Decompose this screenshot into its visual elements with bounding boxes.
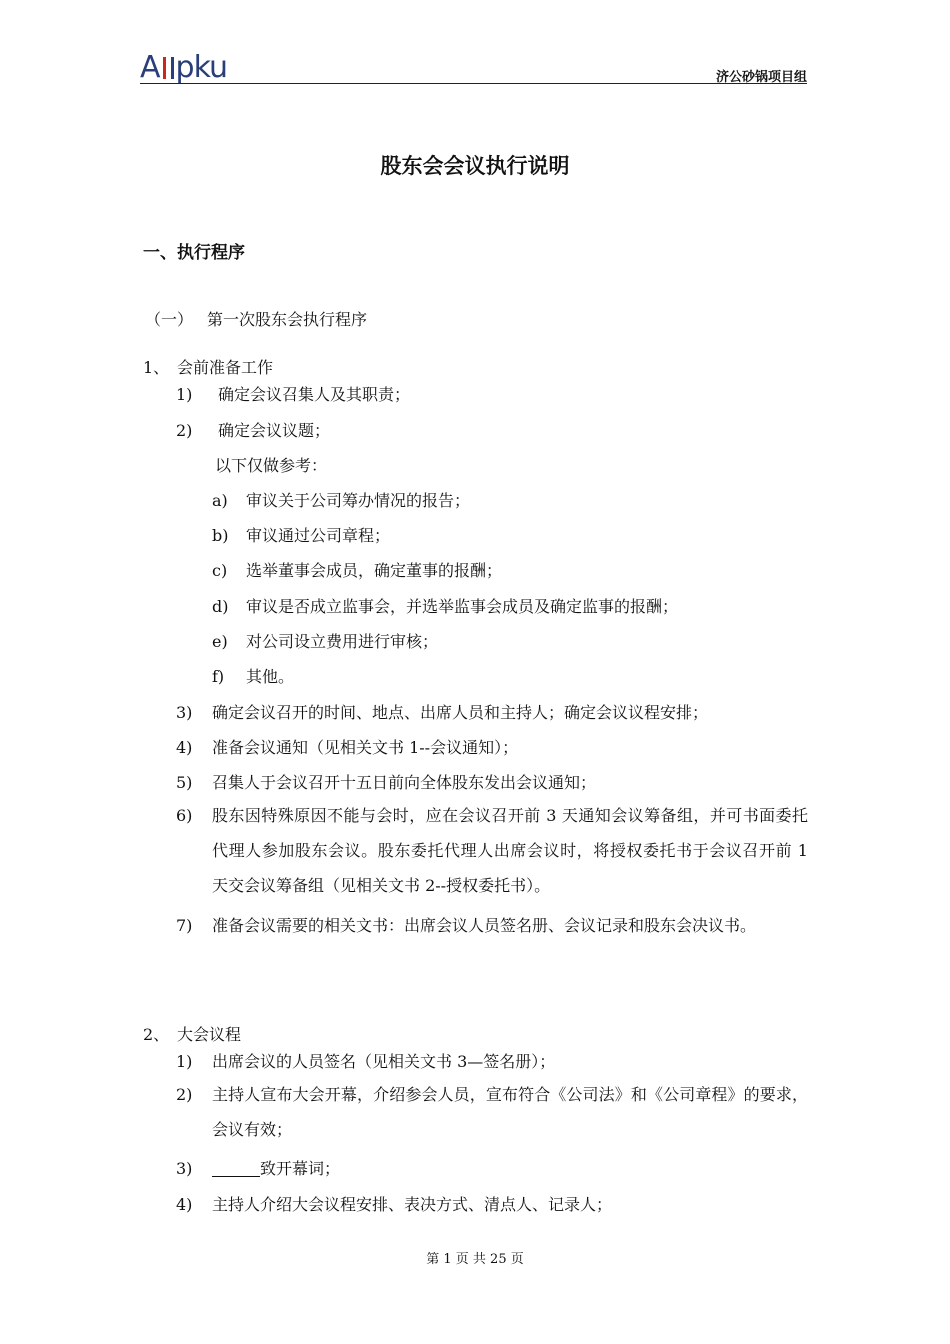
list-item-paragraph: 主持人宣布大会开幕，介绍参会人员，宣布符合《公司法》和《公司章程》的要求，会议有效；: [212, 1085, 808, 1139]
list-subitem: b) 审议通过公司章程；: [212, 526, 391, 545]
part-heading: 2、 大会议程: [143, 1025, 242, 1044]
fill-in-blank: [212, 1160, 260, 1177]
list-item: 4) 主持人介绍大会议程安排、表决方式、清点人、记录人；: [176, 1195, 613, 1214]
document-title: 股东会会议执行说明: [380, 153, 570, 178]
list-subitem: a) 审议关于公司筹办情况的报告；: [212, 491, 471, 510]
subsection-label: （一）: [145, 310, 194, 329]
list-item-number: 6): [176, 806, 193, 825]
part-heading: 1、 会前准备工作: [143, 358, 274, 377]
list-item: 3) 致开幕词；: [176, 1159, 341, 1178]
list-subitem: d) 审议是否成立监事会，并选举监事会成员及确定监事的报酬；: [212, 597, 679, 616]
list-subitem: f) 其他。: [212, 667, 295, 686]
header-org-name: 济公砂锅项目组: [715, 70, 807, 85]
list-subitem: e) 对公司设立费用进行审核；: [212, 632, 439, 651]
list-item-paragraph: 准备会议需要的相关文书：出席会议人员签名册、会议记录和股东会决议书。: [212, 916, 757, 935]
subsection-heading: [145, 307, 367, 330]
list-item-number: 2): [176, 1085, 193, 1104]
note-text: 以下仅做参考：: [215, 456, 328, 475]
list-item: 3) 确定会议召开的时间、地点、出席人员和主持人；确定会议议程安排；: [176, 703, 709, 722]
section-heading: 一、执行程序: [143, 243, 245, 263]
list-item: 4) 准备会议通知（见相关文书 1--会议通知）；: [176, 738, 519, 757]
company-logo: [140, 50, 240, 86]
list-item-paragraph: 股东因特殊原因不能与会时，应在会议召开前 3 天通知会议筹备组，并可书面委托代理人参加股东会议。股东委托代理人出席会议时，将授权委托书于会议召开前 1 天交会议筹备组（见相关文书 2--授权委托书）。: [212, 806, 808, 895]
subsection-text: 第一次股东会执行程序: [207, 310, 368, 329]
logo-mark: A pku: [140, 50, 228, 85]
list-item-number: 7): [176, 916, 193, 935]
header-divider: [140, 83, 807, 84]
list-item: 1) 确定会议召集人及其职责；: [176, 385, 411, 404]
list-subitem: c) 选举董事会成员，确定董事的报酬；: [212, 561, 503, 580]
list-item: 5) 召集人于会议召开十五日前向全体股东发出会议通知；: [176, 773, 597, 792]
list-item: 2) 确定会议议题；: [176, 421, 331, 440]
page-number: 第 1 页 共 25 页: [426, 1252, 524, 1267]
list-item: 1) 出席会议的人员签名（见相关文书 3—签名册）；: [176, 1052, 556, 1071]
